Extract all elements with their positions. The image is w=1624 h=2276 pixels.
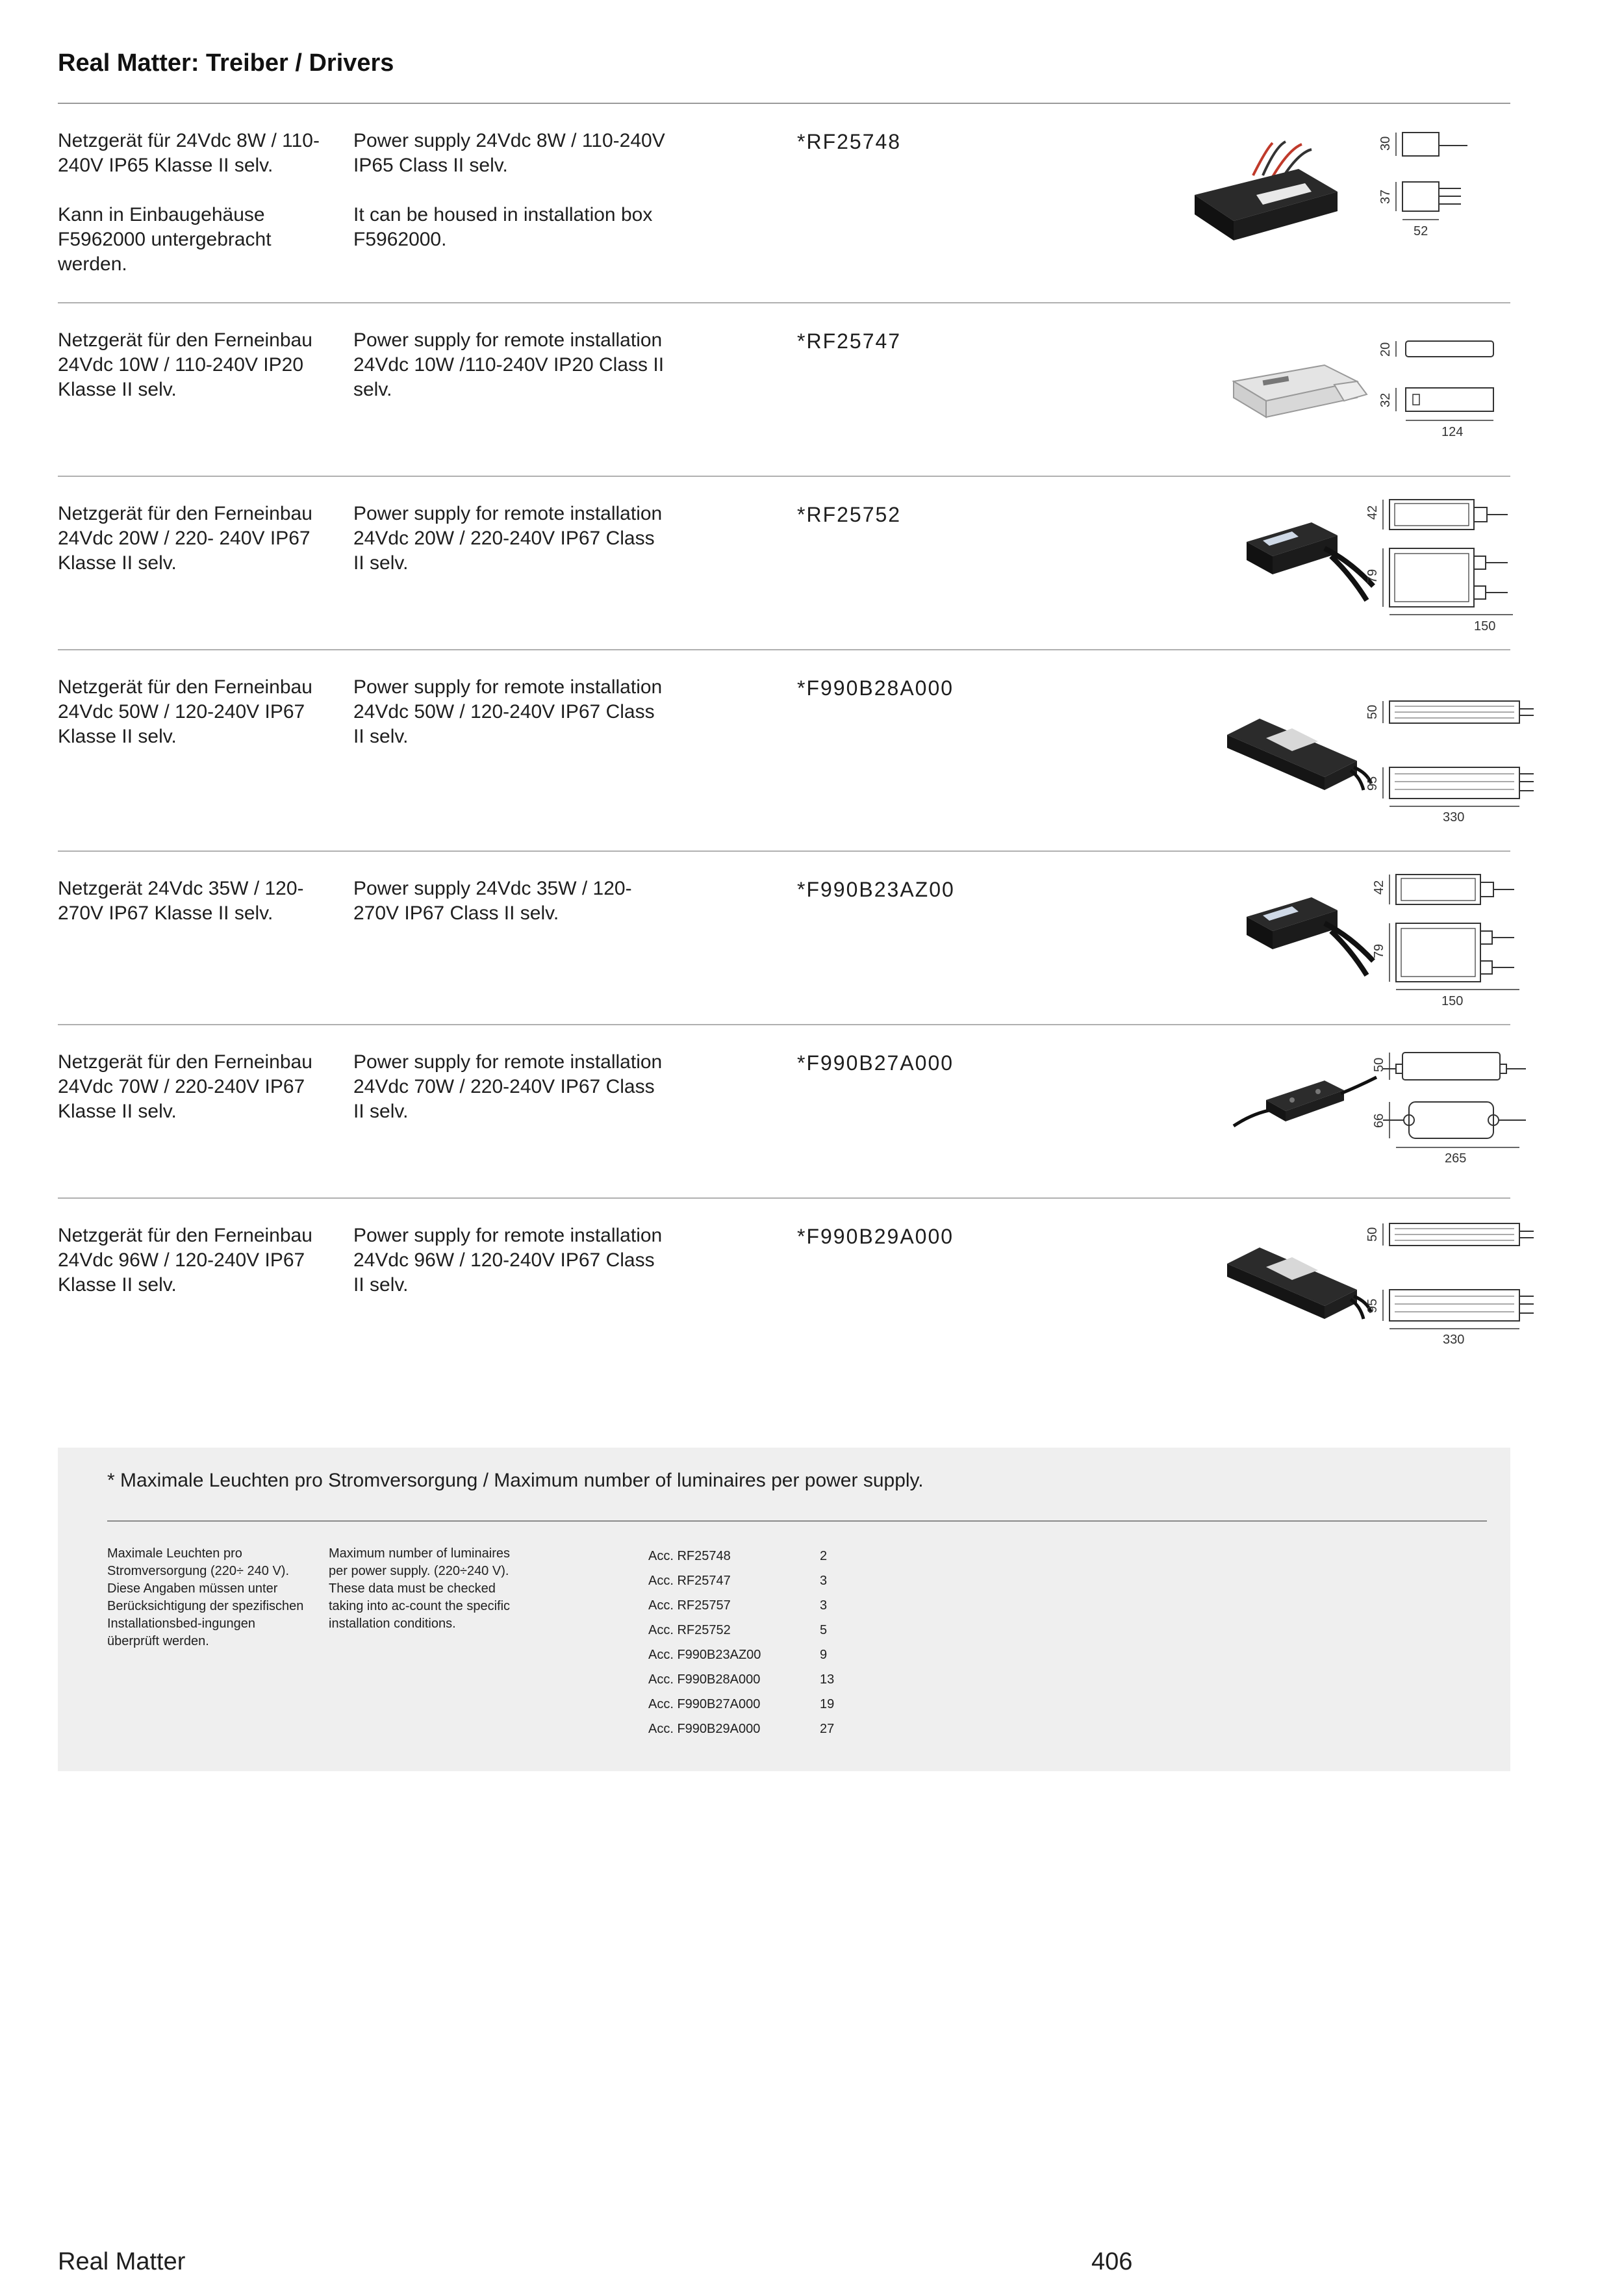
note-divider [107,1520,1487,1522]
max-luminaires-value: 3 [820,1598,828,1613]
description-de-line: Netzgerät 24Vdc 35W / 120-270V IP67 Klasse II selv. [58,878,304,924]
dimension-top-view [1389,923,1519,990]
page-number: 406 [1091,2248,1133,2275]
description-en-line: Power supply for remote installation 24Vdc 20W / 220-240V IP67 Class II selv. [353,503,663,574]
dimension-side-view [1383,1223,1534,1246]
dimension-depth-label: 79 [1372,943,1386,958]
dimension-depth-label: 32 [1378,392,1393,407]
dimension-height-label: 50 [1372,1057,1386,1072]
description-en [353,675,665,749]
description-de-line: Kann in Einbaugehäuse F5962000 untergebracht werden. [58,204,272,275]
dimension-side-view [1396,133,1467,156]
dimension-height-label: 30 [1378,136,1393,151]
description-en [353,1050,665,1124]
driver-photo [1221,1238,1377,1335]
dimension-side-view [1383,701,1534,723]
driver-photo [1182,130,1377,260]
max-luminaires-value: 19 [820,1697,835,1711]
dimension-drawing [1357,490,1565,646]
product-row [58,303,1510,477]
dimension-top-view [1383,1102,1526,1147]
dimension-length-label: 52 [1414,224,1428,238]
description-de [58,502,337,576]
dimension-drawing [1364,865,1565,1021]
description-en [353,328,665,402]
description-de-line: Netzgerät für den Ferneinbau 24Vdc 50W / 120-240V IP67 Klasse II selv. [58,676,312,747]
dimension-depth-label: 95 [1365,776,1380,791]
product-row [58,477,1510,650]
description-de-line: Netzgerät für den Ferneinbau 24Vdc 10W / 110-240V IP20 Klasse II selv. [58,329,312,400]
accessory-code: Acc. F990B29A000 [648,1722,761,1736]
dimension-length-label: 330 [1443,1333,1465,1347]
accessory-code: Acc. RF25752 [648,1623,731,1637]
dimension-depth-label: 95 [1365,1298,1380,1313]
dimension-drawing [1364,1212,1565,1381]
dimension-length-label: 330 [1443,810,1465,825]
product-row [58,852,1510,1025]
dimension-top-view [1396,388,1493,420]
footer-title: Real Matter [58,2248,186,2275]
product-row [58,1199,1510,1387]
dimension-side-view [1383,1053,1526,1080]
description-en-line: Power supply for remote installation 24Vdc 70W / 220-240V IP67 Class II selv. [353,1051,663,1122]
dimension-height-label: 50 [1365,1227,1380,1242]
driver-photo [1221,709,1377,806]
dimension-top-view [1383,1290,1534,1329]
dimension-length-label: 150 [1474,619,1496,633]
description-en [353,129,665,252]
max-luminaires-value: 9 [820,1648,828,1662]
description-en-line: Power supply for remote installation 24Vdc 10W /110-240V IP20 Class II selv. [353,329,665,400]
page-title: Real Matter: Treiber / Drivers [58,49,394,77]
dimension-height-label: 42 [1372,880,1386,895]
product-code: *RF25747 [797,329,902,353]
product-row [58,650,1510,852]
description-de [58,1223,337,1298]
dimension-length-label: 265 [1445,1151,1467,1166]
note-heading: * Maximale Leuchten pro Stromversorgung / Maximum number of luminaires per power supply. [107,1470,924,1491]
dimension-height-label: 20 [1378,342,1393,357]
dimension-side-view [1389,875,1514,904]
description-en [353,1223,665,1298]
dimension-height-label: 50 [1365,704,1380,719]
product-code: *F990B27A000 [797,1051,954,1075]
product-code: *RF25748 [797,130,902,153]
dimension-top-view [1383,767,1534,806]
description-de-line: Netzgerät für den Ferneinbau 24Vdc 70W / 220-240V IP67 Klasse II selv. [58,1051,312,1122]
driver-photo [1227,355,1377,433]
dimension-depth-label: 37 [1378,189,1393,204]
accessory-code: Acc. RF25748 [648,1549,731,1563]
accessory-code: Acc. F990B27A000 [648,1697,761,1711]
product-code: *F990B29A000 [797,1225,954,1248]
dimension-length-label: 150 [1441,994,1464,1008]
dimension-side-view [1383,500,1508,530]
accessory-code: Acc. F990B28A000 [648,1672,761,1687]
dimension-side-view [1396,341,1493,357]
accessory-code: Acc. RF25757 [648,1598,731,1613]
description-en-line: Power supply 24Vdc 8W / 110-240V IP65 Class II selv. [353,130,665,176]
description-en-line: Power supply 24Vdc 35W / 120-270V IP67 Class II selv. [353,878,632,924]
description-en-line: It can be housed in installation box F5962000. [353,204,653,250]
note-text-de: Maximale Leuchten pro Stromversorgung (220÷ 240 V). Diese Angaben müssen unter Berücksichtigung der spezifischen Installationsbed-ingungen überprüft werden. [107,1546,304,1648]
description-de-line: Netzgerät für 24Vdc 8W / 110-240V IP65 Klasse II selv. [58,130,320,176]
max-luminaires-value: 2 [820,1549,828,1563]
description-de [58,876,337,926]
dimension-drawing [1370,123,1552,279]
description-en-line: Power supply for remote installation 24Vdc 96W / 120-240V IP67 Class II selv. [353,1225,663,1296]
dimension-length-label: 124 [1441,425,1464,439]
note-text-en: Maximum number of luminaires per power supply. (220÷240 V). These data must be checked taking into ac-count the specific installation conditions. [329,1546,511,1631]
accessory-code: Acc. RF25747 [648,1574,731,1588]
description-de-line: Netzgerät für den Ferneinbau 24Vdc 96W / 120-240V IP67 Klasse II selv. [58,1225,312,1296]
description-de [58,675,337,749]
dimension-top-view [1383,548,1513,615]
dimension-drawing [1370,323,1565,472]
luminaire-limit-note [58,1448,1510,1771]
driver-photo [1227,1064,1383,1142]
dimension-depth-label: 66 [1372,1113,1386,1128]
description-de [58,129,337,277]
dimension-depth-label: 79 [1365,569,1380,583]
max-luminaires-value: 3 [820,1574,828,1588]
product-row [58,1025,1510,1199]
description-en [353,876,665,926]
product-row [58,104,1510,303]
description-de [58,1050,337,1124]
dimension-drawing [1364,1038,1565,1188]
max-luminaires-value: 5 [820,1623,828,1637]
max-luminaires-value: 27 [820,1722,835,1736]
product-code: *RF25752 [797,503,902,526]
driver-photo [1240,884,1383,982]
description-de [58,328,337,402]
max-luminaires-value: 13 [820,1672,835,1687]
product-code: *F990B23AZ00 [797,878,955,901]
description-en-line: Power supply for remote installation 24Vdc 50W / 120-240V IP67 Class II selv. [353,676,663,747]
dimension-drawing [1364,670,1565,839]
description-de-line: Netzgerät für den Ferneinbau 24Vdc 20W / 220- 240V IP67 Klasse II selv. [58,503,312,574]
description-en [353,502,665,576]
product-code: *F990B28A000 [797,676,954,700]
accessory-code: Acc. F990B23AZ00 [648,1648,761,1662]
dimension-top-view [1396,182,1461,220]
dimension-height-label: 42 [1365,505,1380,520]
